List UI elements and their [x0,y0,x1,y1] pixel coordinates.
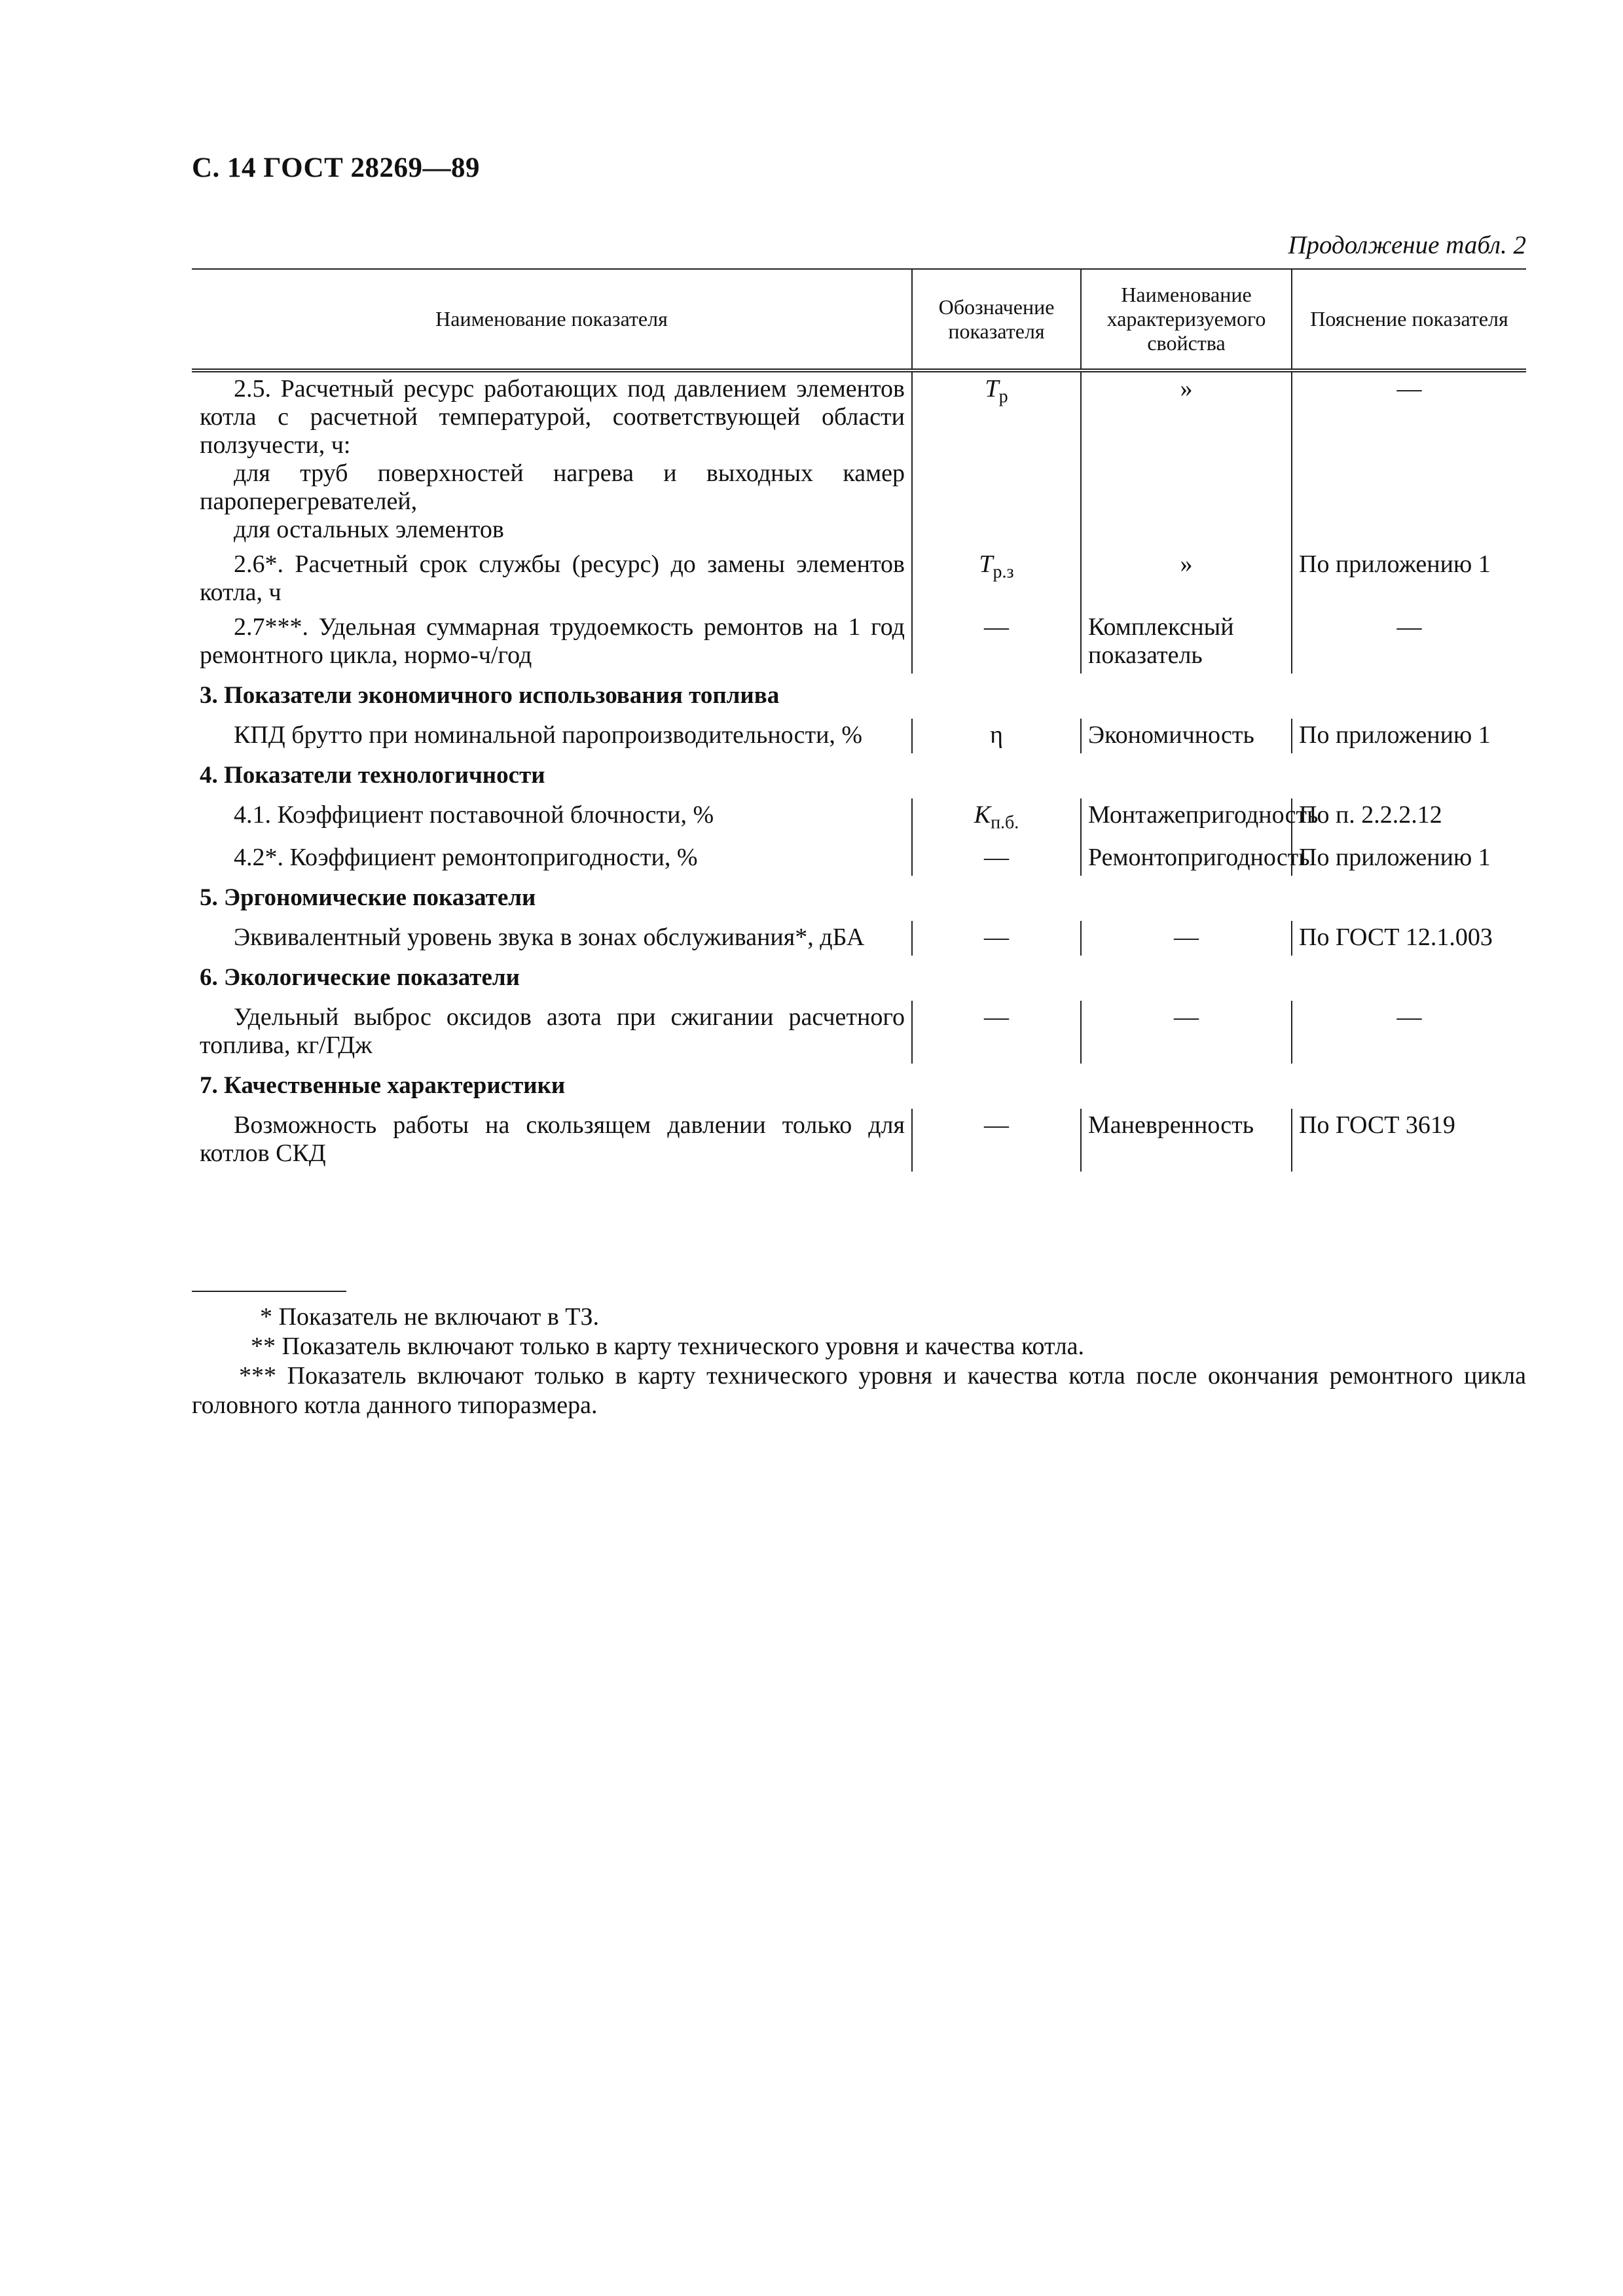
section-heading-row [192,673,1526,719]
section-heading: 7. Качественные характеристики [200,1071,566,1099]
indicator-name-cell [192,370,912,548]
column-header-name: Наименование показателя [192,269,912,370]
indicator-sub-item: для труб поверхностей нагрева и выходных камер пароперегревателей, [200,459,905,515]
indicator-name: КПД брутто при номинальной паропроизводительности, % [234,721,863,749]
indicator-explanation: По приложению 1 [1292,841,1526,876]
section-heading-row [192,1064,1526,1109]
section-heading: 3. Показатели экономичного использования топлива [200,682,780,709]
table-row [192,611,1526,673]
indicator-symbol: — [912,1109,1081,1172]
table-row [192,798,1526,841]
footnote-divider [192,1291,346,1292]
table-continuation-label: Продолжение табл. 2 [1288,231,1526,259]
table-row [192,370,1526,548]
footnote: * Показатель не включают в ТЗ. [260,1303,600,1331]
column-header-explanation: Пояснение показателя [1292,269,1526,370]
indicator-explanation: — [1292,370,1526,548]
table-header-row [192,269,1526,370]
footnote: *** Показатель включают только в карту технического уровня и качества котла после окончания ремонтного цикла головного котла данного типоразмера. [192,1362,1526,1419]
indicator-symbol: η [912,719,1081,753]
section-heading: 6. Экологические показатели [200,963,520,991]
indicator-property: — [1081,1001,1292,1064]
table-row [192,1109,1526,1172]
table-row [192,548,1526,611]
indicator-name: 4.1. Коэффициент поставочной блочности, % [234,801,714,829]
section-heading: 4. Показатели технологичности [200,762,545,789]
indicator-property: » [1081,370,1292,548]
indicator-symbol: — [912,1001,1081,1064]
indicator-property: Монтажепригодность [1081,798,1292,841]
indicator-explanation: По приложению 1 [1292,548,1526,611]
indicator-property: Комплексный показатель [1081,611,1292,673]
indicator-explanation: По ГОСТ 3619 [1292,1109,1526,1172]
indicator-property: » [1081,548,1292,611]
indicator-symbol: $T_р$ [912,370,1081,548]
indicator-explanation: — [1292,1001,1526,1064]
indicator-symbol: — [912,841,1081,876]
section-heading-row [192,876,1526,921]
table-row [192,719,1526,753]
column-header-symbol: Обозначение показателя [912,269,1081,370]
indicator-name: 2.6*. Расчетный срок службы (ресурс) до замены элементов котла, ч [200,550,905,606]
indicator-explanation: По ГОСТ 12.1.003 [1292,921,1526,956]
footnote: ** Показатель включают только в карту технического уровня и качества котла. [251,1333,1085,1360]
indicator-explanation: — [1292,611,1526,673]
section-heading-row [192,956,1526,1001]
table-row [192,841,1526,876]
indicator-symbol: $K_{п.б.}$ [912,798,1081,841]
indicator-property: Экономичность [1081,719,1292,753]
indicator-explanation: По приложению 1 [1292,719,1526,753]
indicator-symbol: $T_{р.з}$ [912,548,1081,611]
indicator-symbol: — [912,611,1081,673]
indicators-table [192,268,1526,1172]
indicator-property: — [1081,921,1292,956]
column-header-property: Наименование характеризуемого свойства [1081,269,1292,370]
indicator-property: Маневренность [1081,1109,1292,1172]
indicator-sub-item: для остальных элементов [234,516,504,543]
table-row [192,1001,1526,1064]
indicator-name: Возможность работы на скользящем давлении только для котлов СКД [200,1111,905,1167]
table-row [192,921,1526,956]
section-heading-row [192,753,1526,798]
indicator-name: Эквивалентный уровень звука в зонах обслуживания*, дБА [234,923,865,951]
indicator-property: Ремонтопригодность [1081,841,1292,876]
footnotes [192,1302,1526,1420]
indicator-symbol: — [912,921,1081,956]
indicator-name: 4.2*. Коэффициент ремонтопригодности, % [234,843,698,871]
section-heading: 5. Эргономические показатели [200,884,536,911]
indicator-name: Удельный выброс оксидов азота при сжигании расчетного топлива, кг/ГДж [200,1003,905,1059]
indicator-name: 2.5. Расчетный ресурс работающих под давлением элементов котла с расчетной температурой, соответствующей области ползучести, ч: [200,375,905,459]
indicator-name: 2.7***. Удельная суммарная трудоемкость ремонтов на 1 год ремонтного цикла, нормо-ч/год [200,613,905,669]
page-title: С. 14 ГОСТ 28269—89 [192,152,481,183]
indicator-explanation: По п. 2.2.2.12 [1292,798,1526,841]
